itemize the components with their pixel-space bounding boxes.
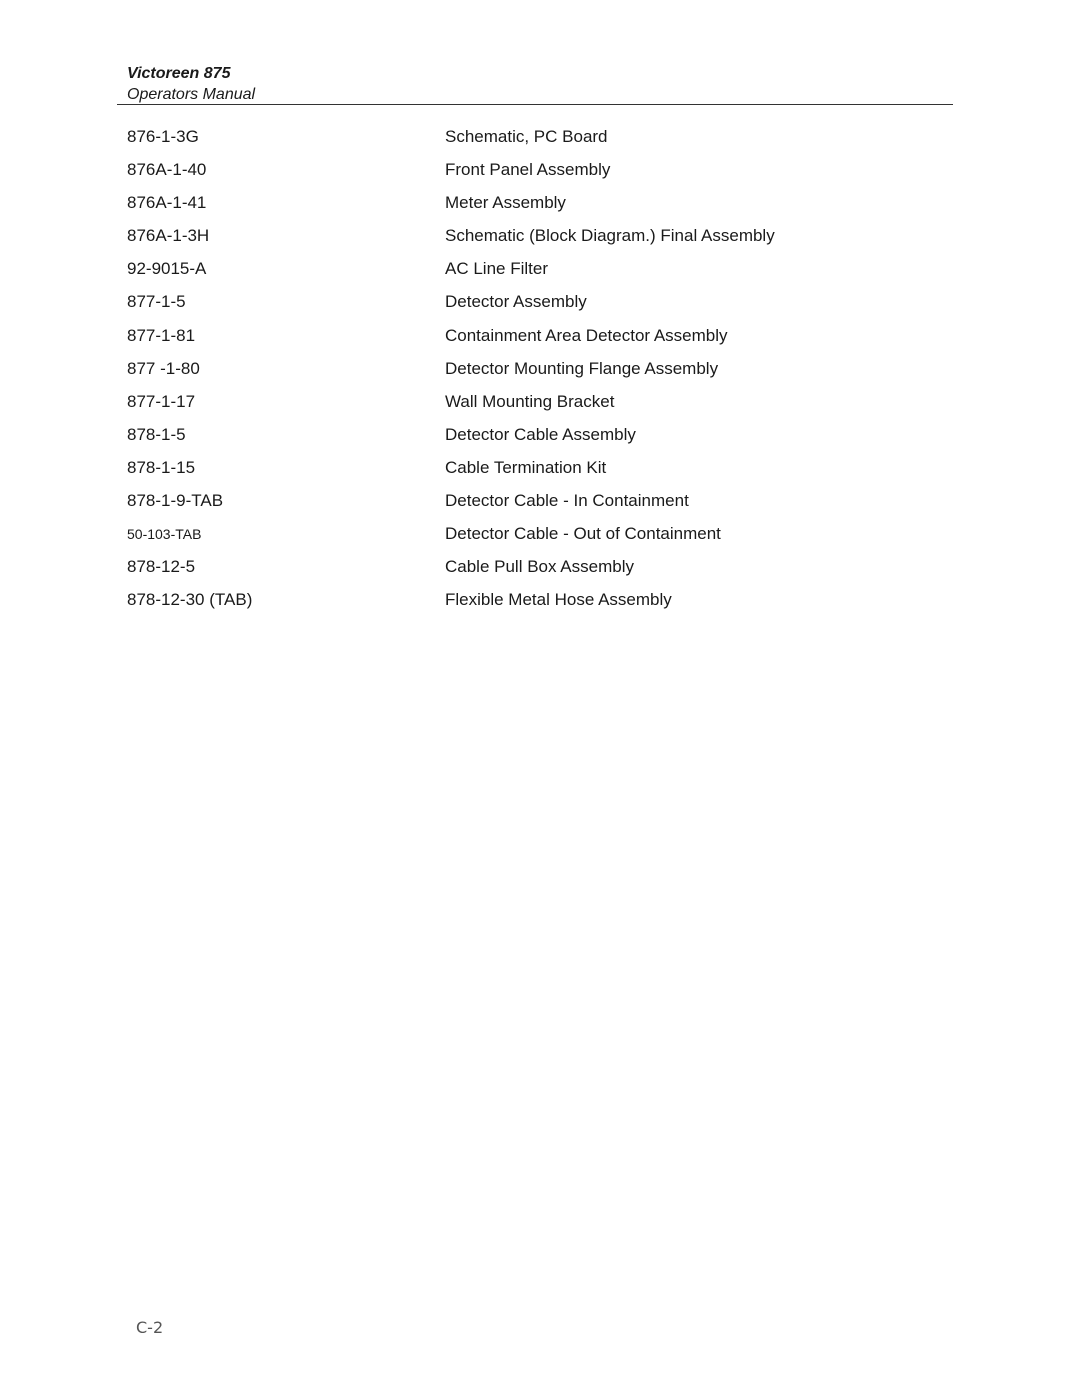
part-number: 877-1-5 <box>127 292 186 312</box>
part-description: Schematic, PC Board <box>445 127 608 146</box>
part-description: Flexible Metal Hose Assembly <box>445 590 672 610</box>
part-row <box>127 124 927 157</box>
part-description: Meter Assembly <box>445 193 566 213</box>
part-row <box>127 455 927 488</box>
part-row <box>127 289 927 322</box>
part-description: Cable Termination Kit <box>445 457 607 477</box>
part-number: 876A-1-3H <box>127 226 210 246</box>
document-subtitle: Operators Manual <box>127 86 256 103</box>
part-description: Wall Mounting Bracket <box>445 391 615 411</box>
part-description: Containment Area Detector Assembly <box>445 325 728 345</box>
page-number: C-2 <box>136 1318 164 1337</box>
part-row <box>127 521 927 554</box>
part-description: Front Panel Assembly <box>445 160 611 180</box>
part-number: 878-1-15 <box>127 457 196 477</box>
part-row <box>127 389 927 422</box>
part-row <box>127 587 927 620</box>
part-row <box>127 256 927 289</box>
part-number: 877 -1-80 <box>127 358 200 378</box>
part-number: 876-1-3G <box>127 127 199 146</box>
part-description: Detector Cable Assembly <box>445 424 636 444</box>
parts-list <box>127 124 927 620</box>
part-number: 878-1-9-TAB <box>127 491 224 511</box>
part-description: Detector Cable - In Containment <box>445 491 689 511</box>
part-row <box>127 422 927 455</box>
part-row <box>127 356 927 389</box>
part-row <box>127 323 927 356</box>
part-number: 878-12-30 (TAB) <box>127 590 253 610</box>
part-number: 877-1-17 <box>127 391 196 411</box>
part-description: AC Line Filter <box>445 259 548 279</box>
part-number: 876A-1-40 <box>127 160 207 180</box>
part-number: 878-1-5 <box>127 424 186 444</box>
part-row <box>127 488 927 521</box>
part-description: Detector Cable - Out of Containment <box>445 524 721 544</box>
part-description: Cable Pull Box Assembly <box>445 557 634 577</box>
document-title: Victoreen 875 <box>127 65 231 82</box>
part-description: Detector Mounting Flange Assembly <box>445 358 719 378</box>
part-number: 878-12-5 <box>127 557 196 577</box>
part-number: 876A-1-41 <box>127 193 207 213</box>
part-number: 92-9015-A <box>127 259 207 279</box>
part-row <box>127 554 927 587</box>
page-header <box>127 64 953 105</box>
part-description: Schematic (Block Diagram.) Final Assembly <box>445 226 775 246</box>
part-row <box>127 190 927 223</box>
part-row <box>127 223 927 256</box>
part-row <box>127 157 927 190</box>
part-description: Detector Assembly <box>445 292 587 312</box>
header-divider <box>117 104 953 105</box>
part-number: 50-103-TAB <box>127 526 202 543</box>
part-number: 877-1-81 <box>127 325 196 345</box>
